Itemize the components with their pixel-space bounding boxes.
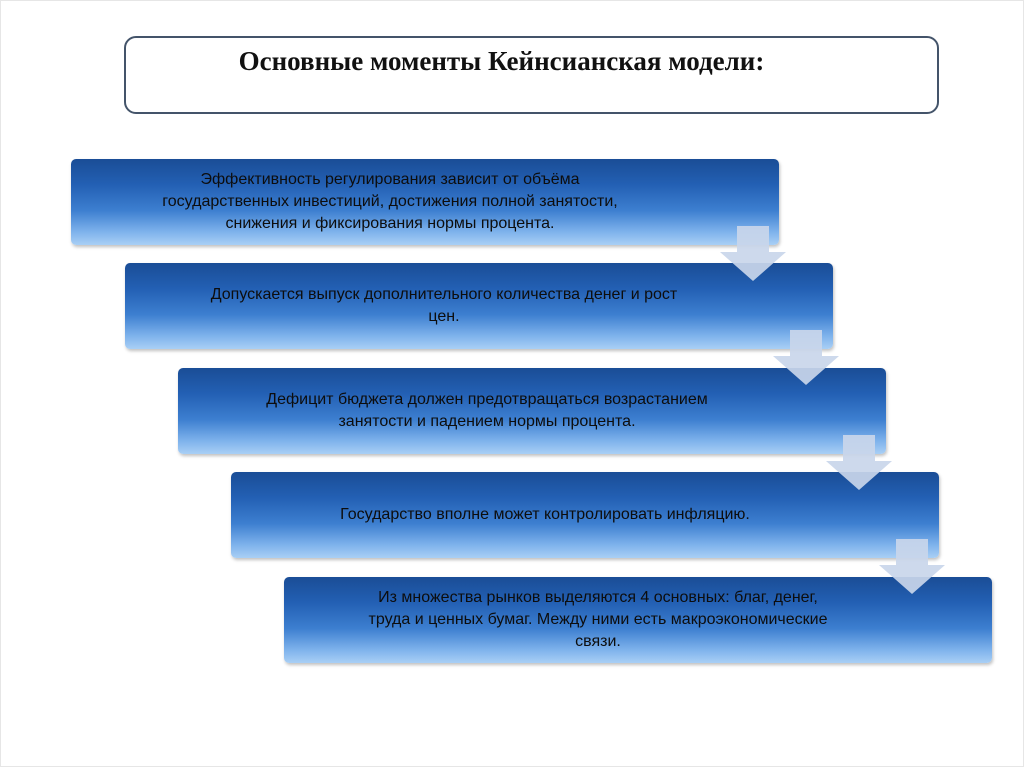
step-5-line-2: труда и ценных бумаг. Между ними есть макроэкономические xyxy=(368,611,828,628)
step-2-line-1: Допускается выпуск дополнительного количества денег и рост xyxy=(210,286,678,303)
step-5-line-1: Из множества рынков выделяются 4 основных: благ, денег, xyxy=(378,589,818,606)
title-box xyxy=(124,36,939,114)
step-1-line-2: государственных инвестиций, достижения полной занятости, xyxy=(162,193,618,210)
step-1-line-3: снижения и фиксирования нормы процента. xyxy=(225,215,555,232)
step-5-line-3: связи. xyxy=(575,633,621,650)
slide-title: Основные моменты Кейнсианская модели: xyxy=(238,46,765,76)
step-text-3 xyxy=(226,389,838,433)
step-box-1 xyxy=(71,159,779,245)
step-2-line-2: цен. xyxy=(428,308,460,325)
step-text-2 xyxy=(171,284,788,328)
down-arrow-icon xyxy=(773,330,839,385)
step-text-1 xyxy=(122,169,727,235)
down-arrow-icon xyxy=(879,539,945,594)
step-1-line-1: Эффективность регулирования зависит от объёма xyxy=(200,171,580,188)
step-text-5 xyxy=(329,587,948,653)
down-arrow-icon xyxy=(826,435,892,490)
down-arrow-icon xyxy=(720,226,786,281)
step-3-line-2: занятости и падением нормы процента. xyxy=(338,413,636,430)
step-text-4 xyxy=(300,504,870,526)
step-4-line-1: Государство вполне может контролировать инфляцию. xyxy=(340,506,750,523)
step-3-line-1: Дефицит бюджета должен предотвращаться возрастанием xyxy=(266,391,708,408)
